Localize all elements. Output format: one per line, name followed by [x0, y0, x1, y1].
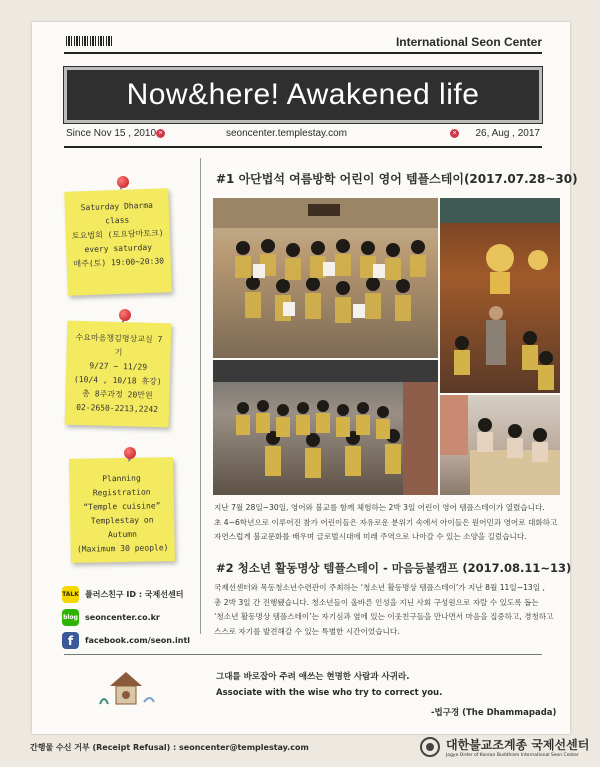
org-name-korean: 대한불교조계종 국제선센터	[446, 738, 590, 752]
kakaotalk-icon: TALK	[62, 586, 79, 603]
note-line: 02-2650-2213,2242	[76, 402, 159, 415]
body-line: 총 2박 3일 간 진행됐습니다. 청소년들이 올바른 인성을 지닌 사회 구성원으로 자랄 수 있도록 돕는	[214, 597, 539, 607]
section1-heading: #1 아단법석 여름방학 어린이 영어 템플스테이(2017.07.28~30)	[216, 172, 578, 186]
monk-illustration	[440, 198, 560, 393]
note-line: (10/4 , 10/18 휴강)	[73, 374, 162, 387]
photo-group-corridor	[213, 360, 438, 495]
org-logo	[420, 736, 589, 758]
note-line: every saturday	[84, 242, 153, 255]
section2-body	[214, 581, 564, 639]
issue-date: 26, Aug , 2017	[475, 128, 540, 139]
since-text: Since Nov 15 , 2010	[66, 128, 157, 139]
jogye-logo-icon	[420, 737, 440, 757]
facebook-url-text: facebook.com/seon.intl	[85, 636, 191, 645]
body-line: 지난 7월 28일~30일, 영어와 불교를 함께 체험하는 2박 3일 어린이 영어 템플스테이가 열렸습니다.	[214, 503, 545, 512]
note-line: 수요마음챙김명상교실 7기	[75, 332, 163, 358]
note-line: Templestay on Autumn	[90, 515, 154, 540]
sticky-note-temple-cuisine	[69, 457, 175, 563]
facebook-icon: f	[62, 632, 79, 649]
temple-bell-illustration	[96, 664, 156, 710]
push-pin-icon	[119, 309, 131, 321]
note-line: “Temple cuisine”	[83, 501, 161, 512]
title-bar	[64, 67, 542, 123]
dateline	[64, 127, 542, 143]
photo-group-classroom	[213, 198, 438, 358]
note-line: (Maximum 30 people)	[76, 543, 169, 554]
note-line: 9/27 ~ 11/29	[89, 361, 148, 372]
push-pin-icon	[124, 447, 136, 459]
body-line: 국제선센터와 목동청소년수련관이 주최하는 ‘청소년 활동명상 템플스테이’가 지난 8월 11일~13일 ,	[214, 583, 545, 592]
page-title: Now&here! Awakened life	[126, 78, 480, 111]
note-line: Saturday Dharma class	[80, 200, 154, 226]
note-line: 토요법회 (토요담마토크)	[71, 228, 164, 241]
quote-english: Associate with the wise who try to correct you.	[216, 688, 443, 698]
push-pin-icon	[117, 176, 129, 188]
quote-rule	[64, 654, 542, 655]
quote-korean: 그대를 바로잡아 주려 애쓰는 현명한 사람과 사귀라.	[216, 672, 410, 682]
header-rule	[64, 52, 542, 54]
receipt-refusal-text[interactable]: 간행물 수신 거부 (Receipt Refusal) : seoncenter@templestay.com	[30, 743, 309, 752]
footer	[0, 734, 600, 767]
section2-heading: #2 청소년 활동명상 템플스테이 - 마음등불캠프 (2017.08.11~13)	[216, 561, 572, 575]
note-line: 총 8주과정 20만원	[82, 389, 153, 400]
photo-craft-activity	[440, 395, 560, 495]
blog-icon: blog	[62, 609, 79, 626]
dateline-rule	[64, 146, 542, 148]
kakao-id-text: 플러스친구 ID : 국제선센터	[85, 590, 184, 599]
blog-contact[interactable]	[62, 609, 160, 626]
close-dot-icon: ×	[450, 129, 459, 138]
body-line: 자연스럽게 불교문화를 배우며 글로벌시대에 미래 주역으로 나아갈 수 있는 소양을 길렀습니다.	[214, 532, 527, 541]
photo-temple-monk	[440, 198, 560, 393]
facebook-contact[interactable]	[62, 632, 190, 649]
close-dot-icon: ×	[156, 129, 165, 138]
quote-source: -법구경 (The Dhammapada)	[431, 708, 557, 718]
children-group-illustration	[213, 198, 438, 358]
note-line: Planning Registration	[92, 473, 151, 498]
org-name-english: Jogye Order of Korean Buddhism International Seon Center	[446, 753, 579, 758]
column-divider	[200, 158, 201, 634]
body-line: ‘청소년 활동명상 템플스테이’는 자기심과 옆에 있는 이웃친구들을 만나면서 마음을 집중하고, 경청하고	[214, 612, 554, 621]
children-corridor-illustration	[213, 360, 438, 495]
kakao-contact[interactable]	[62, 586, 183, 603]
body-line: 스스로 자기를 발견해갈 수 있는 특별한 시간이었습니다.	[214, 626, 400, 636]
sticky-note-meditation-class	[65, 321, 172, 428]
barcode-graphic	[66, 36, 114, 46]
body-line: 초 4~6학년으로 이루어진 참가 어린이들은 자유로운 분위기 속에서 아이들은 원어민과 영어로 대화하고	[214, 517, 558, 527]
website-link[interactable]: seoncenter.templestay.com	[226, 128, 347, 139]
craft-activity-illustration	[440, 395, 560, 495]
center-name: International Seon Center	[395, 35, 542, 49]
section1-body	[214, 501, 564, 545]
blog-url-text: seoncenter.co.kr	[85, 613, 160, 622]
note-line: 매주(토) 19:00~20:30	[73, 256, 165, 269]
sticky-note-dharma-class	[64, 188, 172, 296]
